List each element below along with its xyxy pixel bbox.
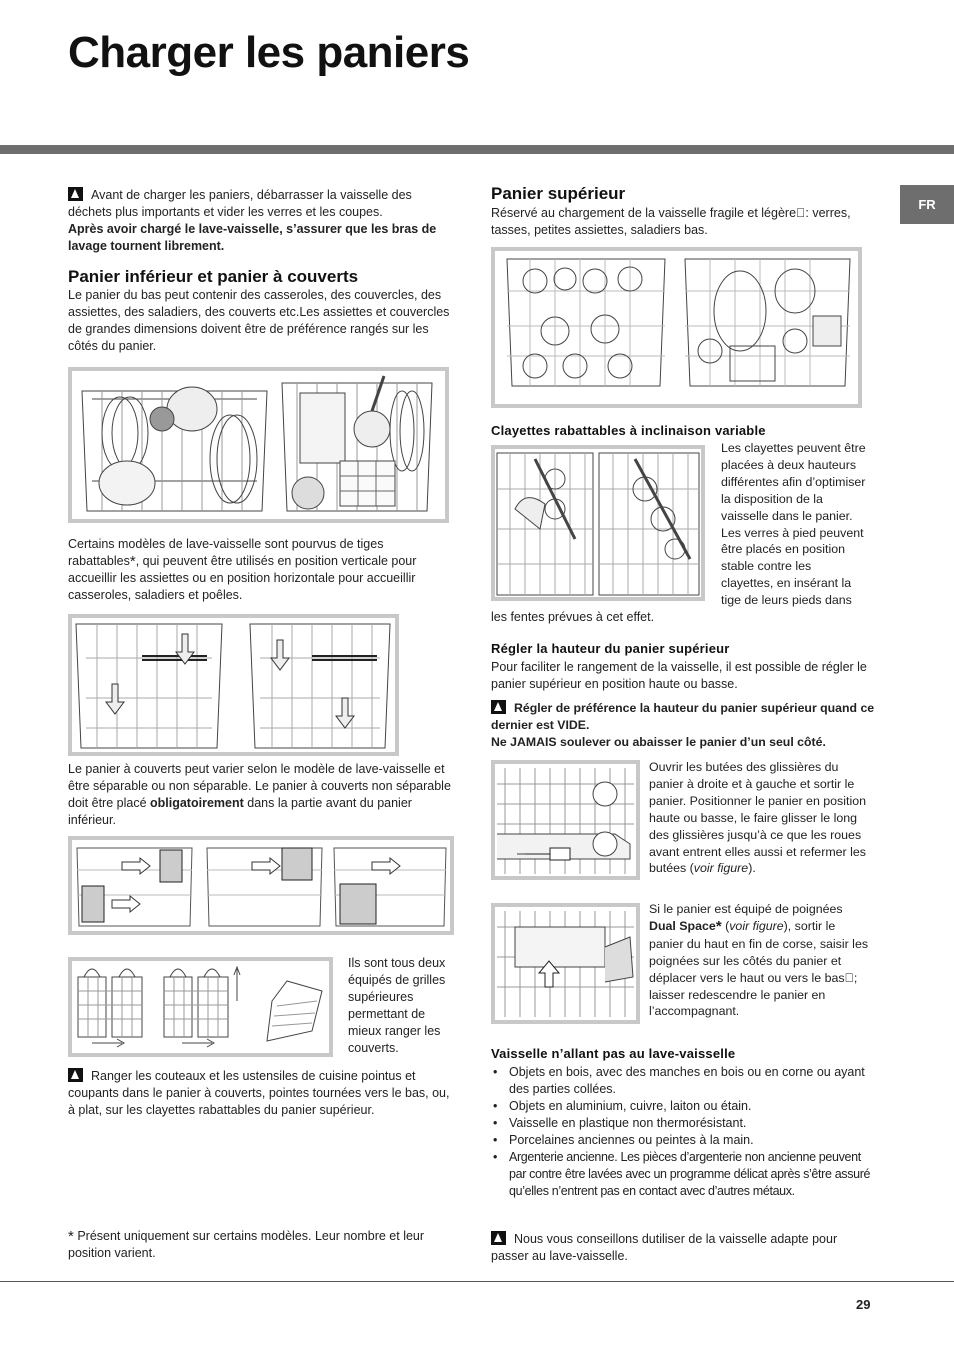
upper-basket-text: Réservé au chargement de la vaisselle fragile et légère : verres, tasses, petites assiettes, saladiers bas.	[491, 206, 851, 237]
warning-triangle-icon	[68, 187, 83, 201]
header-rule	[0, 145, 954, 154]
shelves-figure	[491, 445, 705, 601]
upper-basket-figure	[491, 247, 862, 408]
tines-figure	[68, 614, 399, 756]
shelves-text: Les clayettes peuvent être placées à deux hauteurs différentes afin d’optimiser la disposition de la vaisselle dans le panier. Les verres à pied peuvent être placés en position stable contre les clayettes, en insérant la tige de leurs pieds dans	[721, 441, 866, 608]
rails-figure	[491, 760, 640, 880]
list-item: • Porcelaines anciennes ou peintes à la main.	[491, 1132, 876, 1149]
footnote: * Présent uniquement sur certains modèles. Leur nombre et leur position varient.	[68, 1228, 425, 1260]
cutlery-grid-figure	[68, 957, 333, 1057]
knives-warning: Ranger les couteaux et les ustensiles de cuisine pointus et coupants dans le panier à couverts, pointes tournées vers le bas, ou, à plat, sur les clayettes rabattables du panier supérieur.	[68, 1069, 450, 1117]
grids-text: Ils sont tous deux équipés de grilles supérieures permettant de mieux ranger les couverts.	[348, 956, 446, 1055]
lower-basket-heading: Panier inférieur et panier à couverts	[68, 267, 359, 286]
language-tab: FR	[900, 185, 954, 224]
lower-basket-text: Le panier du bas peut contenir des casseroles, des couvercles, des assiettes, des saladiers, des couverts etc.Les assiettes et couvercles de grandes dimensions doivent être de préférence rangés sur les côtés du panier.	[68, 288, 450, 353]
dual-space-figure	[491, 903, 640, 1024]
not-dishwasher-heading: Vaisselle n’allant pas au lave-vaisselle	[491, 1046, 736, 1061]
tines-text: Certains modèles de lave-vaisselle sont pourvus de tiges rabattables*, qui peuvent être utilisés en position verticale pour accueillir les assiettes ou en position horizontale pour accueillir casseroles, saladiers et poêles.	[68, 537, 417, 602]
intro-bold: Après avoir chargé le lave-vaisselle, s’assurer que les bras de lavage tournent librement.	[68, 222, 437, 253]
warning-triangle-icon	[68, 1068, 83, 1082]
height-heading: Régler la hauteur du panier supérieur	[491, 641, 730, 656]
height-text: Pour faciliter le rangement de la vaisselle, il est possible de régler le panier supérieur en position haute ou basse.	[491, 660, 867, 691]
lower-basket-figure	[68, 367, 449, 523]
list-item: • Objets en aluminium, cuivre, laiton ou étain.	[491, 1098, 876, 1115]
shelves-text-end: les fentes prévues à cet effet.	[491, 610, 655, 624]
shelves-heading: Clayettes rabattables à inclinaison variable	[491, 423, 766, 438]
list-item: • Argenterie ancienne. Les pièces d’argenterie non ancienne peuvent par contre être lavées avec un programme délicat après s’être assuré qu’elles n’entrent pas en contact avec d’autres métaux.	[491, 1149, 876, 1200]
height-warning: Régler de préférence la hauteur du panier supérieur quand ce dernier est VIDE. Ne JAMAIS soulever ou abaisser le panier d’un seul côté.	[491, 701, 875, 749]
warning-triangle-icon	[491, 700, 506, 714]
advice-warning: Nous vous conseillons dutiliser de la vaisselle adapte pour passer au lave-vaisselle.	[491, 1232, 838, 1263]
list-item: • Objets en bois, avec des manches en bois ou en corne ou ayant des parties collées.	[491, 1064, 876, 1098]
footer-rule	[0, 1281, 954, 1282]
list-item: • Vaisselle en plastique non thermorésistant.	[491, 1115, 876, 1132]
page-number: 29	[856, 1297, 871, 1312]
not-dishwasher-list	[491, 1064, 876, 1200]
intro-warning: Avant de charger les paniers, débarrasser la vaisselle des déchets plus importants et vider les verres et les coupes. Après avoir chargé le lave-vaisselle, s’assurer que les bras de lavage tournent librement.	[68, 188, 437, 253]
cutlery-basket-figure	[68, 836, 454, 935]
page-title: Charger les paniers	[68, 28, 470, 77]
warning-triangle-icon	[491, 1231, 506, 1245]
dual-space-text: Si le panier est équipé de poignées Dual Space* (voir figure), sortir le panier du haut en fin de corse, saisir les poignées sur les côtés du panier et déplacer vers le haut ou vers le bas ; laisser redescendre le panier en l’accompagnant.	[649, 902, 869, 1019]
rails-text: Ouvrir les butées des glissières du panier à droite et à gauche et sortir le panier. Positionner le panier en position haute ou basse, le faire glisser le long des glissières jusqu’à ce que les roues avant entrent elles aussi et refermer les butées (voir figure).	[649, 760, 866, 876]
upper-basket-heading: Panier supérieur	[491, 184, 626, 203]
cutlery-text: Le panier à couverts peut varier selon le modèle de lave-vaisselle et être séparable ou non séparable. Le panier à couverts non séparable doit être placé obligatoirement dans la partie avant du panier inférieur.	[68, 762, 451, 827]
